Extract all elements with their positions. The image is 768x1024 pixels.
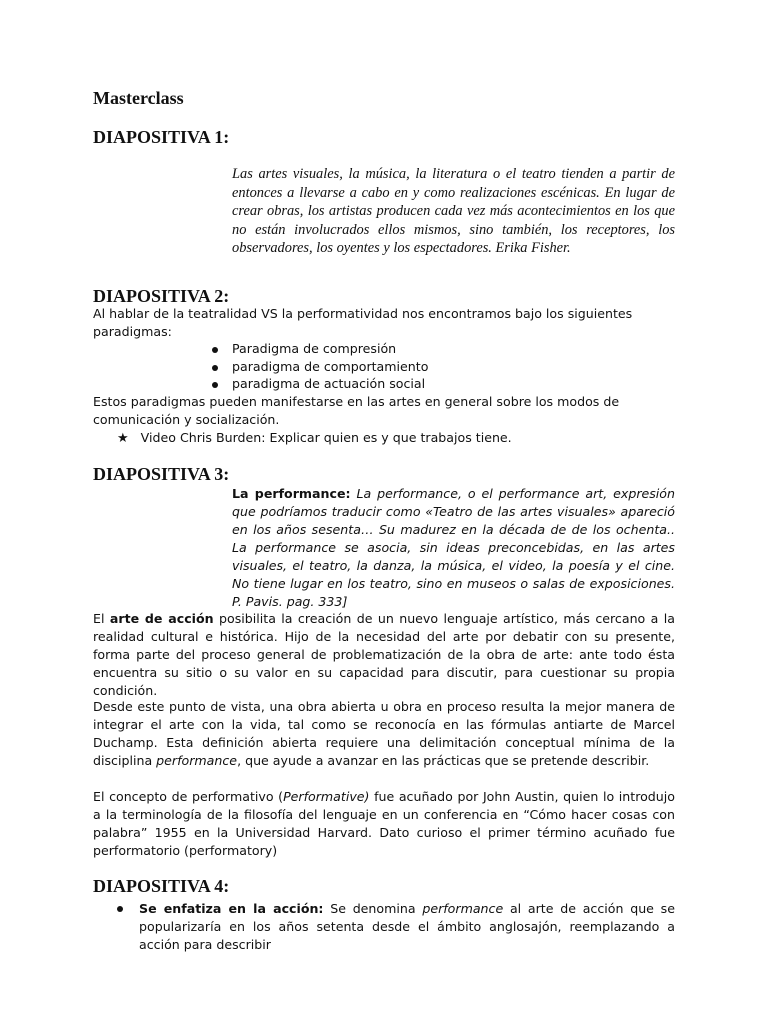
slide-4-bullet-text	[139, 900, 675, 954]
slide-4-heading: DIAPOSITIVA 4:	[93, 876, 230, 896]
star-list-item	[117, 429, 512, 448]
quote-text-2: . La performance se asocia, sin ideas preconcebidas, en las artes visuales, el teatro, la danza, la música, el video, la poesía y el cine.	[232, 522, 675, 573]
paragraph-arte-de-accion	[93, 610, 675, 700]
paradigm-list-item	[212, 340, 396, 358]
slide-1-quote: Las artes visuales, la música, la literatura o el teatro tienden a partir de entonces a llevarse a cabo en y como realizaciones escénicas. En lugar de crear obras, los artistas producen cada vez más acontecimientos en los que no están involucrados ellos mismos, sino también, los receptores, los observadores, los oyentes y los espectadores. Erika Fisher.	[232, 166, 675, 256]
document-title: Masterclass	[93, 88, 184, 108]
slide-2-heading: DIAPOSITIVA 2:	[93, 286, 230, 306]
bullet-icon	[212, 347, 218, 353]
bullet-bold-term: Se enfatiza en la acción:	[139, 901, 324, 916]
paragraph-text: El	[93, 611, 110, 626]
paragraph-text: posibilita la creación de un nuevo lenguaje artístico, más cercano a la realidad cultural e histórica. Hijo de la necesidad del arte por debatir con su presente, forma parte del proceso general de problematización de la obra de arte: ante todo ésta encuentra su sitio o su valor en su capacidad para discutir, para cuestionar su propia condición.	[93, 611, 675, 698]
slide-2-closing: Estos paradigmas pueden manifestarse en las artes en general sobre los modos de comunicación y socialización.	[93, 394, 620, 427]
bullet-icon	[212, 365, 218, 371]
paradigm-label: paradigma de actuación social	[232, 376, 426, 391]
quote-text-3: No tiene lugar en los teatro, sino en museos o salas de exposiciones. P. Pavis. pag. 333]	[232, 576, 675, 609]
quote-text: La performance, o el performance art, expresión que podríamos traducir como «Teatro de las artes visuales» apareció en los años sesenta… Su madurez en la década de de los ochenta.	[232, 486, 675, 537]
slide-3-heading: DIAPOSITIVA 3:	[93, 464, 230, 484]
bullet-text: Se denomina	[323, 901, 423, 916]
paradigm-list-item	[212, 375, 425, 393]
slide-1-heading: DIAPOSITIVA 1:	[93, 127, 230, 147]
star-icon: ★	[117, 431, 129, 446]
paragraph-obra-abierta	[93, 698, 675, 770]
paragraph-text: Desde este punto de vista, una obra abierta u obra en proceso resulta la mejor manera de integrar el arte con la vida, tal como se reconocía en las fórmulas antiarte de Marcel Duchamp. Esta definición abierta requiere una delimitación conceptual mínima de la disciplina	[93, 699, 675, 768]
bullet-icon	[117, 906, 123, 912]
paragraph-performativo	[93, 788, 675, 860]
slide-3-quote	[232, 485, 675, 611]
quote-label: La performance:	[232, 486, 351, 501]
slide-2-intro: Al hablar de la teatralidad VS la performatividad nos encontramos bajo los siguientes paradigmas:	[93, 306, 633, 339]
paragraph-text: El concepto de performativo (	[93, 789, 284, 804]
paradigm-label: paradigma de comportamiento	[232, 359, 429, 374]
bullet-italic-term: performance	[422, 901, 504, 916]
paragraph-italic-term: performance	[156, 753, 238, 768]
paradigm-label: Paradigma de compresión	[232, 341, 397, 356]
paragraph-text: , que ayude a avanzar en las prácticas que se pretende describir.	[237, 753, 650, 768]
paradigm-list-item	[212, 358, 428, 376]
paragraph-bold-term: arte de acción	[109, 611, 214, 626]
bullet-text: al arte de acción que se popularizaría en los años setenta desde el ámbito anglosajón, reemplazando a acción para describir	[139, 901, 675, 952]
slide-4-bullet	[117, 900, 677, 954]
paragraph-italic-term: Performative)	[283, 789, 370, 804]
bullet-icon	[212, 382, 218, 388]
star-item-label: Video Chris Burden: Explicar quien es y que trabajos tiene.	[140, 430, 512, 445]
paragraph-text: fue acuñado por John Austin, quien lo introdujo a la terminología de la filosofía del lenguaje en un conferencia en “Cómo hacer cosas con palabra” 1955 en la Universidad Harvard. Dato curioso el primer término acuñado fue performatorio (performatory)	[93, 789, 675, 858]
